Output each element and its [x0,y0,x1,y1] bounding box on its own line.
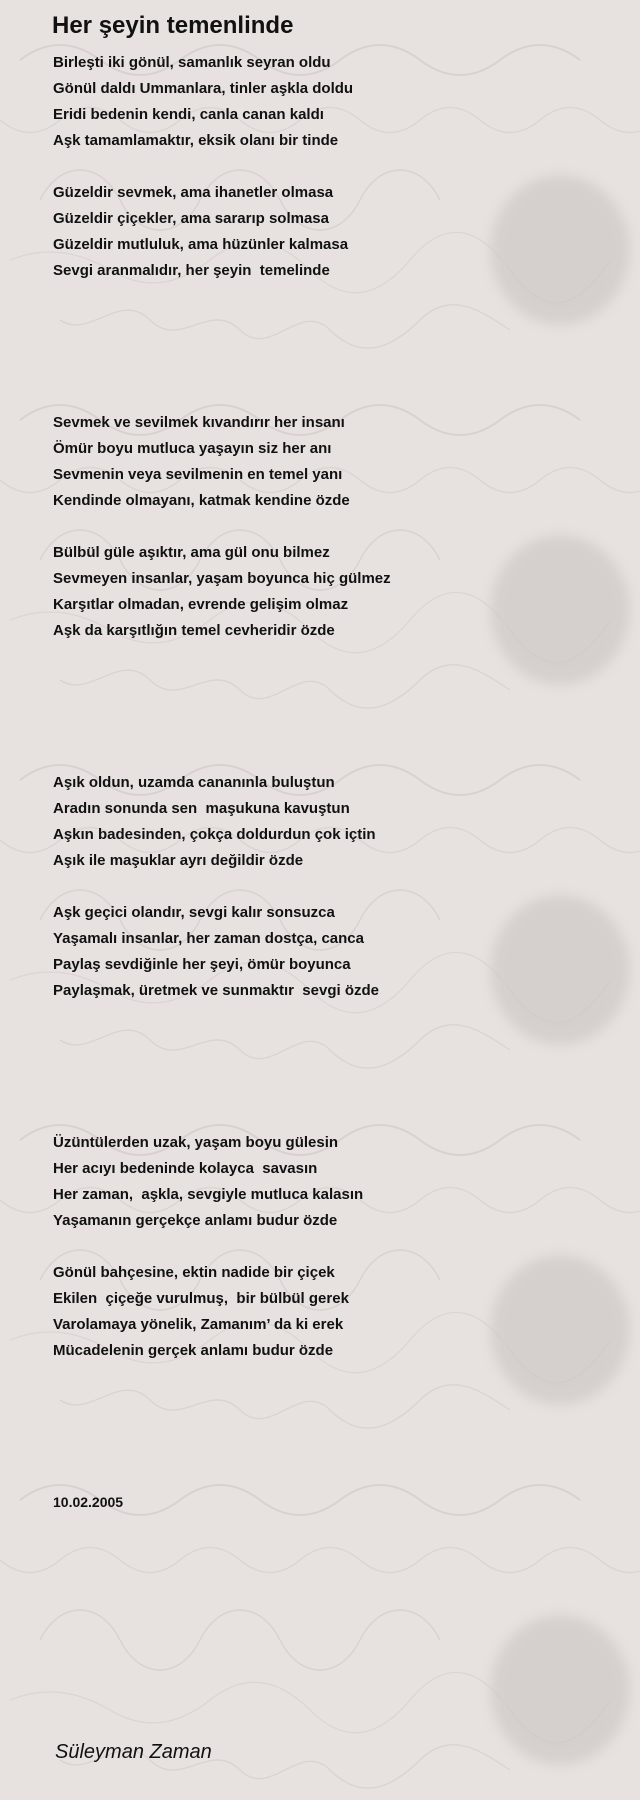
poem-line: Aşık oldun, uzamda cananınla buluştun [53,774,335,791]
poem-line: Eridi bedenin kendi, canla canan kaldı [53,106,324,123]
stanza-5 [53,770,376,874]
poem-line: Bülbül güle aşıktır, ama gül onu bilmez [53,544,330,561]
poem-line: Güzeldir çiçekler, ama sararıp solmasa [53,210,329,227]
poem-line: Yaşamalı insanlar, her zaman dostça, canca [53,930,364,947]
poem-line: Paylaşmak, üretmek ve sunmaktır sevgi özde [53,982,379,999]
poem-line: Güzeldir sevmek, ama ihanetler olmasa [53,184,334,201]
poem-line: Aşk tamamlamaktır, eksik olanı bir tinde [53,132,339,149]
stanza-1 [53,50,353,154]
poem-line: Gönül bahçesine, ektin nadide bir çiçek [53,1264,335,1281]
poem-line: Her zaman, aşkla, sevgiyle mutluca kalasın [53,1186,364,1203]
poem-line: Birleşti iki gönül, samanlık seyran oldu [53,54,331,71]
stanza-2 [53,180,348,284]
poem-line: Mücadelenin gerçek anlamı budur özde [53,1342,334,1359]
poem-line: Karşıtlar olmadan, evrende gelişim olmaz [53,596,349,613]
poem-date: 10.02.2005 [53,1494,124,1510]
poem-line: Her acıyı bedeninde kolayca savasın [53,1160,318,1177]
poem-line: Sevgi aranmalıdır, her şeyin temelinde [53,262,330,279]
poem-line: Aşık ile maşuklar ayrı değildir özde [53,852,304,869]
stanza-4 [53,540,391,644]
poem-line: Kendinde olmayanı, katmak kendine özde [53,492,350,509]
poem-line: Aşkın badesinden, çokça doldurdun çok içtin [53,826,376,843]
poem-line: Aşk geçici olandır, sevgi kalır sonsuzca [53,904,335,921]
poem-line: Aradın sonunda sen maşukuna kavuştun [53,800,350,817]
poem-line: Ömür boyu mutluca yaşayın siz her anı [53,440,332,457]
poem-line: Gönül daldı Ummanlara, tinler aşkla doldu [53,80,354,97]
poem-line: Varolamaya yönelik, Zamanım’ da ki erek [53,1316,344,1333]
poem-line: Güzeldir mutluluk, ama hüzünler kalmasa [53,236,349,253]
poem-line: Yaşamanın gerçekçe anlamı budur özde [53,1212,338,1229]
stanza-8 [53,1260,349,1364]
poem-line: Üzüntülerden uzak, yaşam boyu gülesin [53,1134,339,1151]
poem-title: Her şeyin temenlinde [52,12,294,39]
poem-line: Sevmenin veya sevilmenin en temel yanı [53,466,343,483]
stanza-6 [53,900,379,1004]
author-signature: Süleyman Zaman [55,1741,212,1763]
stanza-7 [53,1130,363,1234]
poem-line: Paylaş sevdiğinle her şeyi, ömür boyunca [53,956,351,973]
poem-line: Aşk da karşıtlığın temel cevheridir özde [53,622,335,639]
poem-line: Sevmek ve sevilmek kıvandırır her insanı [53,414,345,431]
poem-line: Sevmeyen insanlar, yaşam boyunca hiç gülmez [53,570,391,587]
stanza-3 [53,410,350,514]
poem-line: Ekilen çiçeğe vurulmuş, bir bülbül gerek [53,1290,349,1307]
